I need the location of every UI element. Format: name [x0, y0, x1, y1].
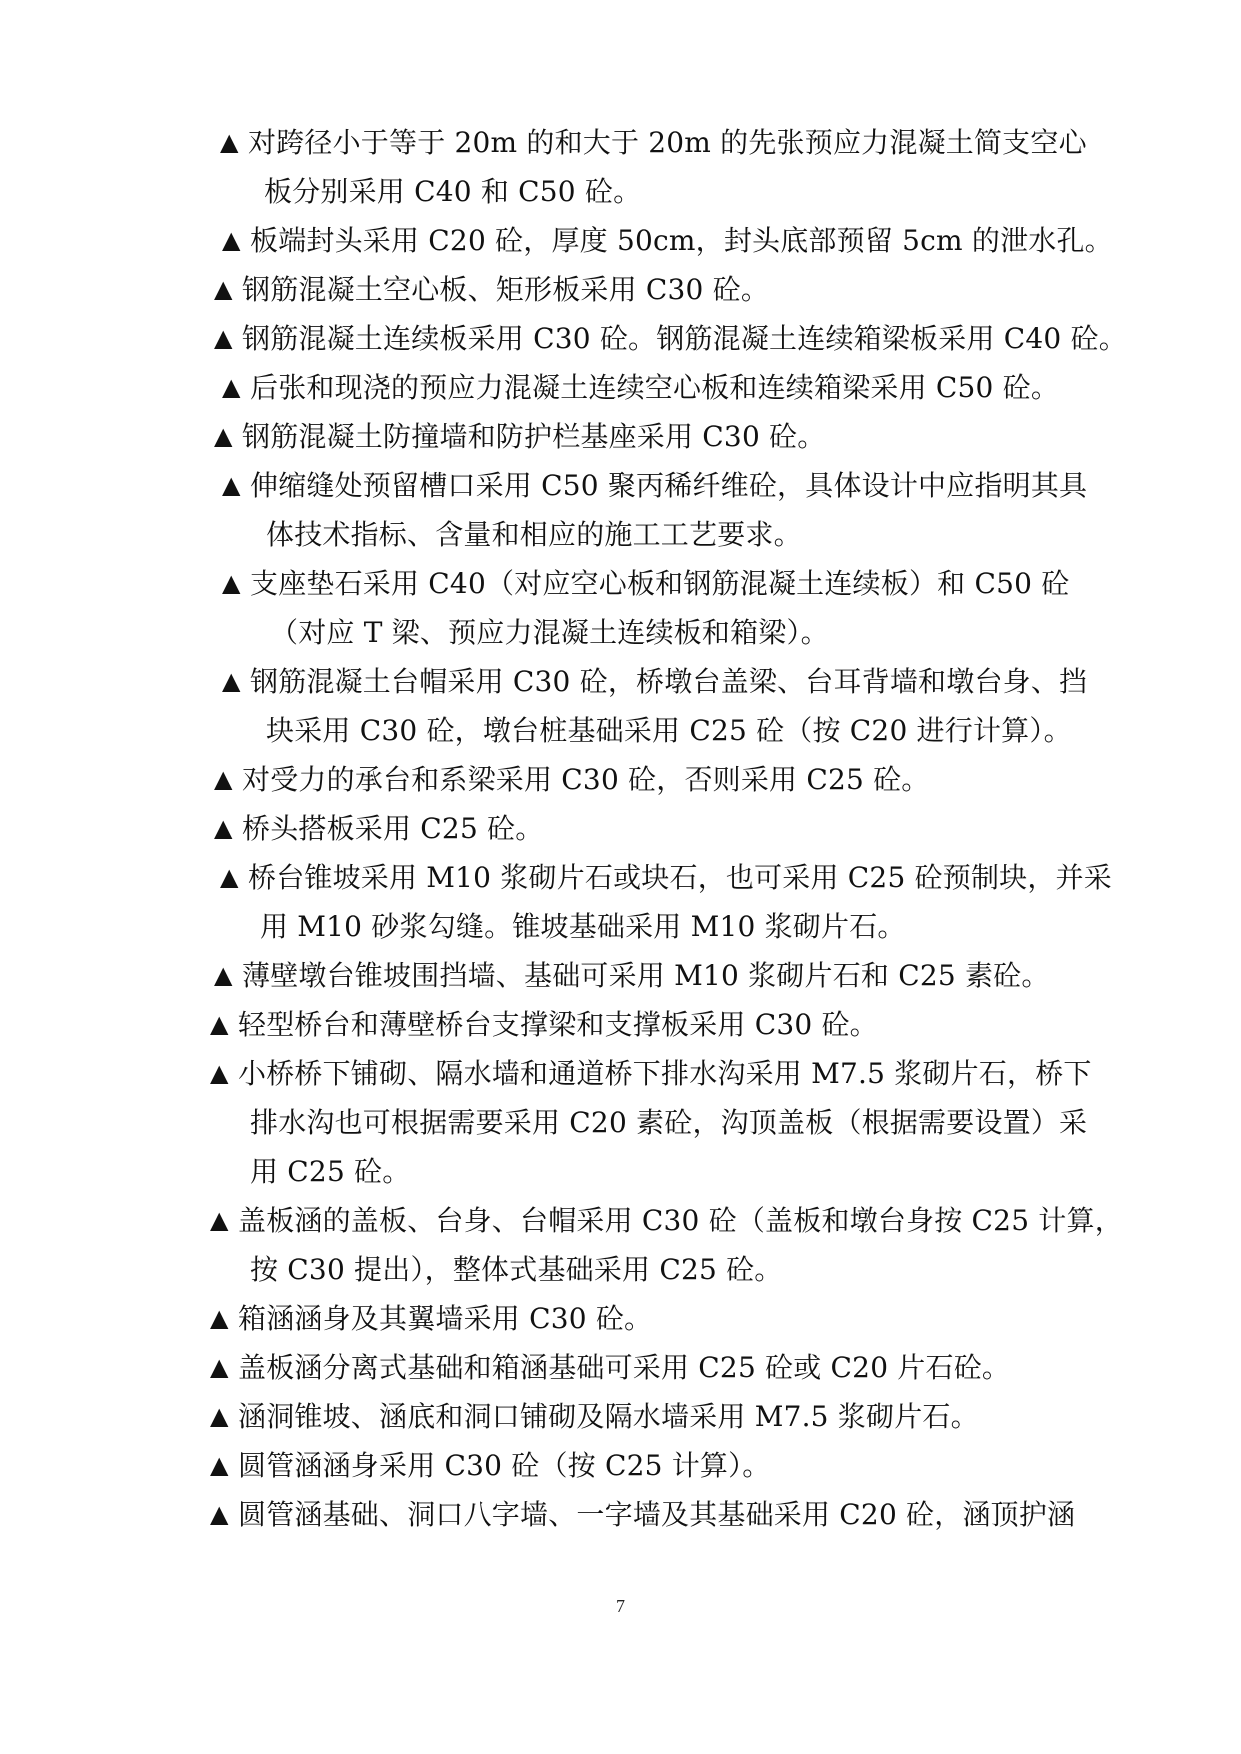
bullet-line — [220, 118, 1112, 167]
bullet-text: 用 C25 砼。 — [250, 1155, 411, 1188]
bullet-line-continuation — [220, 902, 1112, 951]
bullet-text: 体技术指标、含量和相应的施工工艺要求。 — [266, 518, 802, 551]
bullet-text: 钢筋混凝土空心板、矩形板采用 C30 砼。 — [242, 273, 770, 306]
triangle-bullet-icon: ▲ — [214, 961, 233, 989]
bullet-item — [214, 951, 1112, 1000]
bullet-item — [210, 1490, 1112, 1539]
triangle-bullet-icon: ▲ — [222, 569, 241, 597]
triangle-bullet-icon: ▲ — [214, 275, 233, 303]
bullet-line — [220, 853, 1112, 902]
bullet-text: 盖板涵分离式基础和箱涵基础可采用 C25 砼或 C20 片石砼。 — [238, 1351, 1011, 1384]
triangle-bullet-icon: ▲ — [210, 1353, 229, 1381]
triangle-bullet-icon: ▲ — [214, 422, 233, 450]
bullet-line — [210, 1294, 1112, 1343]
bullet-text: 钢筋混凝土台帽采用 C30 砼，桥墩台盖梁、台耳背墙和墩台身、挡 — [250, 665, 1088, 698]
bullet-item — [222, 363, 1112, 412]
bullet-text: 板端封头采用 C20 砼，厚度 50cm，封头底部预留 5cm 的泄水孔。 — [250, 224, 1113, 257]
bullet-line — [222, 216, 1112, 265]
triangle-bullet-icon: ▲ — [210, 1451, 229, 1479]
bullet-item — [222, 461, 1112, 559]
bullet-line-continuation — [222, 608, 1112, 657]
bullet-item — [210, 1049, 1112, 1196]
bullet-text: 盖板涵的盖板、台身、台帽采用 C30 砼（盖板和墩台身按 C25 计算， — [238, 1204, 1123, 1237]
triangle-bullet-icon: ▲ — [220, 863, 239, 891]
bullet-text: 薄壁墩台锥坡围挡墙、基础可采用 M10 浆砌片石和 C25 素砼。 — [242, 959, 1050, 992]
bullet-line-continuation — [210, 1245, 1112, 1294]
bullet-text: 圆管涵基础、洞口八字墙、一字墙及其基础采用 C20 砼，涵顶护涵 — [238, 1498, 1076, 1531]
bullet-text: 按 C30 提出），整体式基础采用 C25 砼。 — [250, 1253, 783, 1286]
bullet-text: 圆管涵涵身采用 C30 砼（按 C25 计算）。 — [238, 1449, 771, 1482]
bullet-line — [210, 1441, 1112, 1490]
triangle-bullet-icon: ▲ — [222, 471, 241, 499]
bullet-line — [222, 559, 1112, 608]
bullet-item — [210, 1000, 1112, 1049]
bullet-line — [214, 755, 1112, 804]
bullet-item — [210, 1196, 1123, 1294]
bullet-line — [214, 265, 1112, 314]
bullet-text: 涵洞锥坡、涵底和洞口铺砌及隔水墙采用 M7.5 浆砌片石。 — [238, 1400, 979, 1433]
bullet-line — [210, 1343, 1112, 1392]
bullet-line — [210, 1196, 1123, 1245]
bullet-item — [222, 216, 1112, 265]
bullet-text: 轻型桥台和薄壁桥台支撑梁和支撑板采用 C30 砼。 — [238, 1008, 878, 1041]
bullet-text: 钢筋混凝土连续板采用 C30 砼。钢筋混凝土连续箱梁板采用 C40 砼。 — [242, 322, 1127, 355]
triangle-bullet-icon: ▲ — [210, 1500, 229, 1528]
triangle-bullet-icon: ▲ — [214, 324, 233, 352]
bullet-item — [210, 1392, 1112, 1441]
bullet-item — [214, 412, 1112, 461]
bullet-text: 箱涵涵身及其翼墙采用 C30 砼。 — [238, 1302, 653, 1335]
bullet-item — [222, 559, 1112, 657]
bullet-text: （对应 T 梁、预应力混凝土连续板和箱梁）。 — [270, 616, 829, 649]
bullet-text: 桥台锥坡采用 M10 浆砌片石或块石，也可采用 C25 砼预制块，并采 — [248, 861, 1112, 894]
bullet-text: 块采用 C30 砼，墩台桩基础采用 C25 砼（按 C20 进行计算）。 — [266, 714, 1072, 747]
bullet-text: 对跨径小于等于 20m 的和大于 20m 的先张预应力混凝土简支空心 — [248, 126, 1087, 159]
bullet-item — [214, 314, 1127, 363]
triangle-bullet-icon: ▲ — [214, 814, 233, 842]
bullet-line — [214, 951, 1112, 1000]
triangle-bullet-icon: ▲ — [220, 128, 239, 156]
bullet-line — [210, 1490, 1112, 1539]
triangle-bullet-icon: ▲ — [210, 1059, 229, 1087]
bullet-item — [214, 804, 1112, 853]
bullet-item — [220, 853, 1112, 951]
triangle-bullet-icon: ▲ — [214, 765, 233, 793]
page-number: 7 — [616, 1596, 625, 1616]
bullet-line-continuation — [222, 706, 1112, 755]
bullet-text: 支座垫石采用 C40（对应空心板和钢筋混凝土连续板）和 C50 砼 — [250, 567, 1070, 600]
bullet-line-continuation — [220, 167, 1112, 216]
bullet-item — [214, 265, 1112, 314]
bullet-text: 排水沟也可根据需要采用 C20 素砼，沟顶盖板（根据需要设置）采 — [250, 1106, 1088, 1139]
triangle-bullet-icon: ▲ — [210, 1010, 229, 1038]
bullet-line-continuation — [222, 510, 1112, 559]
bullet-text: 钢筋混凝土防撞墙和防护栏基座采用 C30 砼。 — [242, 420, 826, 453]
triangle-bullet-icon: ▲ — [210, 1402, 229, 1430]
bullet-line-continuation — [210, 1147, 1112, 1196]
bullet-text: 板分别采用 C40 和 C50 砼。 — [264, 175, 642, 208]
bullet-item — [220, 118, 1112, 216]
bullet-line — [210, 1049, 1112, 1098]
bullet-line — [210, 1000, 1112, 1049]
bullet-line — [214, 314, 1127, 363]
triangle-bullet-icon: ▲ — [222, 373, 241, 401]
triangle-bullet-icon: ▲ — [222, 667, 241, 695]
bullet-text: 桥头搭板采用 C25 砼。 — [242, 812, 544, 845]
bullet-line — [222, 461, 1112, 510]
bullet-item — [210, 1294, 1112, 1343]
document-body — [210, 118, 1127, 1539]
triangle-bullet-icon: ▲ — [210, 1206, 229, 1234]
bullet-item — [222, 657, 1112, 755]
bullet-line — [222, 657, 1112, 706]
bullet-text: 后张和现浇的预应力混凝土连续空心板和连续箱梁采用 C50 砼。 — [250, 371, 1060, 404]
bullet-item — [214, 755, 1112, 804]
bullet-line-continuation — [210, 1098, 1112, 1147]
bullet-line — [222, 363, 1112, 412]
bullet-text: 小桥桥下铺砌、隔水墙和通道桥下排水沟采用 M7.5 浆砌片石，桥下 — [238, 1057, 1092, 1090]
bullet-line — [214, 804, 1112, 853]
bullet-text: 用 M10 砂浆勾缝。锥坡基础采用 M10 浆砌片石。 — [260, 910, 906, 943]
bullet-line — [214, 412, 1112, 461]
bullet-text: 对受力的承台和系梁采用 C30 砼，否则采用 C25 砼。 — [242, 763, 930, 796]
triangle-bullet-icon: ▲ — [222, 226, 241, 254]
triangle-bullet-icon: ▲ — [210, 1304, 229, 1332]
bullet-line — [210, 1392, 1112, 1441]
bullet-text: 伸缩缝处预留槽口采用 C50 聚丙稀纤维砼，具体设计中应指明其具 — [250, 469, 1088, 502]
bullet-item — [210, 1441, 1112, 1490]
bullet-item — [210, 1343, 1112, 1392]
